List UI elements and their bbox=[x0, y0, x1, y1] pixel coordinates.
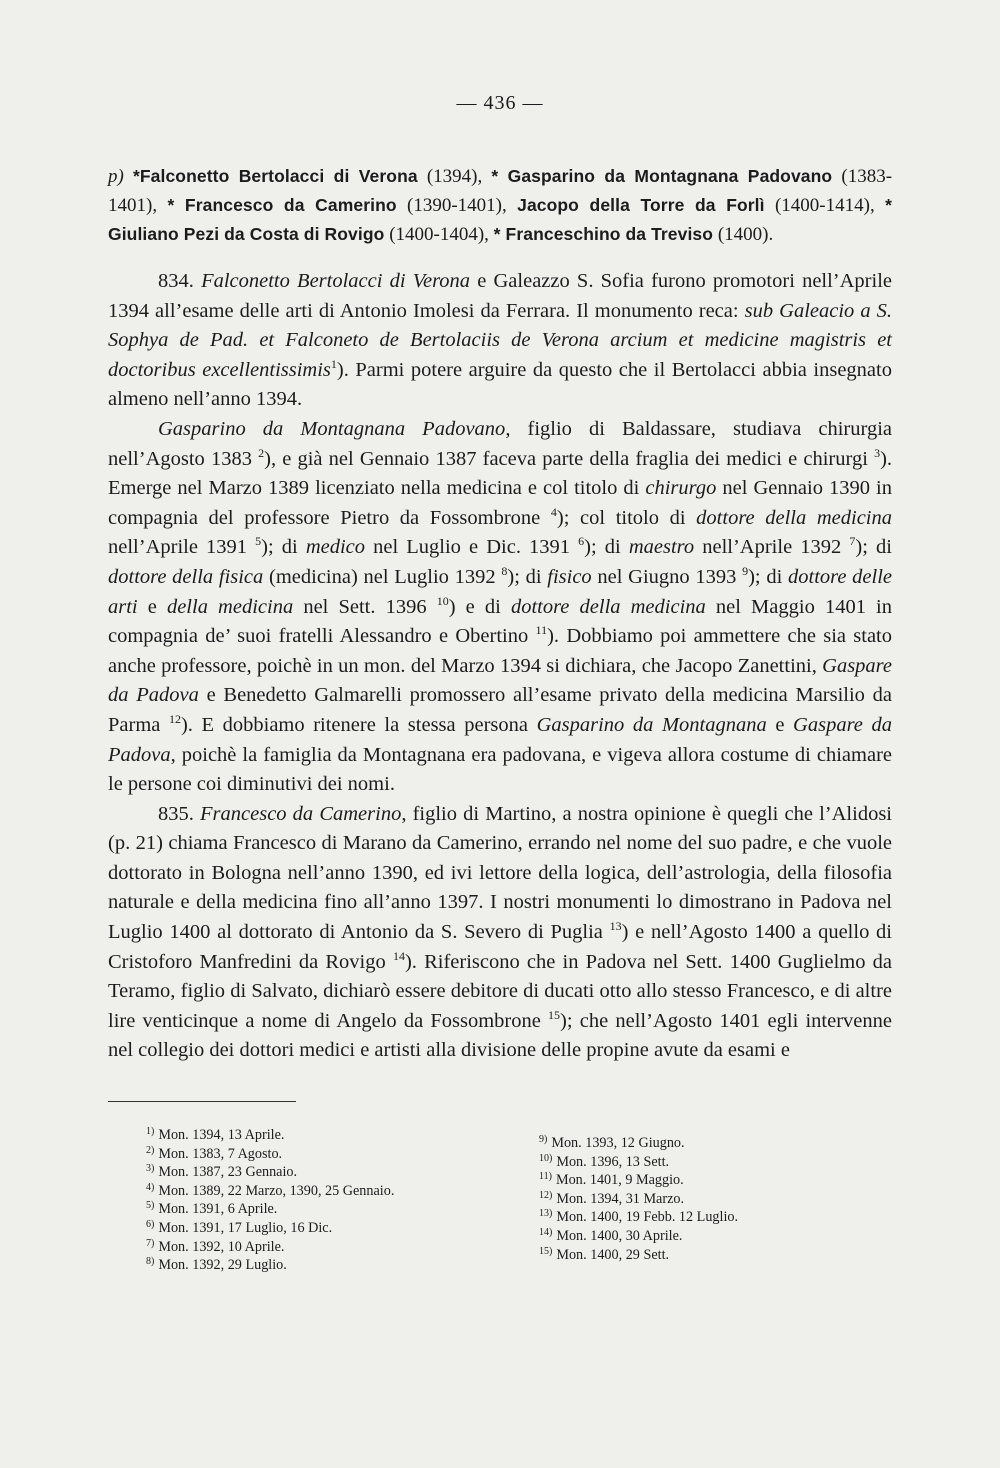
heading-text: (1390-1401), bbox=[396, 195, 518, 216]
footnote-number: 15) bbox=[539, 1245, 553, 1257]
italic-text: fisico bbox=[547, 565, 592, 588]
footnote-ref-number: 3 bbox=[874, 445, 881, 460]
text-run: , e già nel Gennaio 1387 faceva parte della fraglia dei medici e chirurgi bbox=[270, 447, 875, 470]
heading-name: * Giuliano Pezi da Costa di Rovigo bbox=[108, 195, 892, 244]
footnotes-left bbox=[146, 1126, 394, 1275]
footnote-ref-number: 2 bbox=[258, 445, 265, 460]
footnote-ref-paren: ) bbox=[880, 447, 887, 470]
footnote-ref-paren: ) bbox=[507, 565, 515, 588]
text-run: e bbox=[766, 713, 794, 736]
footnote-number: 5) bbox=[146, 1200, 155, 1212]
footnote-ref bbox=[742, 563, 755, 588]
text-run: ; di bbox=[590, 536, 629, 559]
footnote-number: 6) bbox=[146, 1218, 155, 1230]
text-run: (medicina) nel Luglio 1392 bbox=[263, 565, 502, 588]
italic-text: medico bbox=[305, 536, 366, 559]
text-run: nel Luglio e Dic. 1391 bbox=[365, 536, 579, 559]
footnote-ref-number: 10 bbox=[436, 593, 449, 608]
text-run: nell’Aprile 1391 bbox=[108, 536, 256, 559]
footnote-ref-number: 6 bbox=[578, 534, 585, 549]
footnote bbox=[146, 1219, 394, 1238]
text-run: nel Gennaio 1390 in compagnia del professore Pietro da Fossombrone bbox=[108, 477, 892, 529]
footnote-ref bbox=[436, 593, 456, 618]
italic-text: Gaspare da Padova bbox=[108, 654, 892, 707]
paragraph bbox=[108, 800, 892, 1066]
heading-text: (1400-1414), bbox=[764, 195, 886, 216]
footnote-ref bbox=[849, 536, 862, 558]
heading-text: (1400-1404), bbox=[384, 224, 494, 245]
footnote-ref bbox=[392, 948, 412, 973]
footnote-ref-paren: ) bbox=[748, 565, 755, 588]
text-run: e bbox=[137, 595, 167, 618]
heading-name: * Gasparino da Montagnana Padovano bbox=[491, 166, 833, 186]
footnote-ref-number: 15 bbox=[548, 1007, 561, 1022]
footnote-text: Mon. 1400, 29 Sett. bbox=[556, 1246, 670, 1263]
text-run: nell’Aprile 1392 bbox=[694, 536, 850, 559]
footnote bbox=[146, 1163, 394, 1182]
footnote-text: Mon. 1387, 23 Gennaio. bbox=[158, 1164, 298, 1181]
italic-text: Gasparino da Montagnana Padovano bbox=[158, 417, 506, 440]
footnote-ref bbox=[548, 1007, 567, 1032]
body-text bbox=[108, 162, 892, 1066]
footnote-text: Mon. 1383, 7 Agosto. bbox=[158, 1145, 283, 1162]
italic-text: dottore della medicina bbox=[510, 595, 706, 618]
footnote-ref-paren: ) bbox=[855, 536, 863, 559]
footnote-ref bbox=[501, 563, 515, 588]
footnote-number: 9) bbox=[539, 1134, 548, 1145]
footnote-ref-paren: ) bbox=[556, 506, 564, 529]
footnote-ref-paren: ) bbox=[404, 950, 412, 973]
footnote bbox=[146, 1182, 394, 1201]
text-run: . Riferiscono che in Padova nel Sett. 1400 Guglielmo da Teramo, figlio di Salvato, dichiarò essere debitore di ducati otto allo stesso Francesco, e di altre lire venticinque a nome di Angelo da Fossombrone bbox=[108, 950, 892, 1032]
footnote-number: 14) bbox=[539, 1226, 553, 1238]
footnote-text: Mon. 1394, 13 Aprile. bbox=[158, 1127, 285, 1143]
footnote-number: 7) bbox=[146, 1237, 155, 1249]
footnote-ref bbox=[330, 356, 344, 381]
footnote bbox=[539, 1208, 738, 1227]
footnote-ref bbox=[258, 445, 271, 470]
footnote-number: 1) bbox=[146, 1126, 155, 1137]
footnote bbox=[539, 1246, 738, 1265]
text-run: nel Maggio 1401 in compagnia de’ suoi fratelli Alessandro e Obertino bbox=[108, 595, 893, 648]
text-run: ; di bbox=[754, 565, 788, 588]
text-run: ; di bbox=[862, 536, 892, 559]
footnote-text: Mon. 1391, 17 Luglio, 16 Dic. bbox=[158, 1219, 333, 1236]
text-run: e Benedetto Galmarelli promossero all’esame privato della medicina Marsilio da Parma bbox=[108, 684, 893, 736]
italic-text: sub Galeacio a S. Sophya de Pad. et Falconeto de Bertolaciis de Verona arcium et medicine magistris et doctoribus excellentissimis bbox=[108, 299, 892, 381]
footnote-ref bbox=[255, 536, 268, 558]
footnote-ref-paren: ) bbox=[621, 921, 629, 944]
footnote-text: Mon. 1392, 10 Aprile. bbox=[158, 1238, 285, 1255]
text-run: 835. bbox=[158, 802, 201, 825]
footnote-ref-number: 14 bbox=[392, 948, 405, 963]
footnote-text: Mon. 1396, 13 Sett. bbox=[556, 1153, 670, 1170]
footnote-text: Mon. 1389, 22 Marzo, 1390, 25 Gennaio. bbox=[158, 1182, 395, 1199]
heading-text: (1400). bbox=[713, 224, 774, 245]
footnote-ref-paren: ) bbox=[261, 536, 268, 559]
footnote-number: 4) bbox=[146, 1181, 155, 1193]
footnote-ref bbox=[578, 536, 591, 558]
heading-name: * Francesco da Camerino bbox=[167, 195, 397, 215]
italic-text: Gasparino da Montagnana bbox=[536, 713, 767, 736]
heading-name: * Franceschino da Treviso bbox=[493, 224, 714, 244]
footnote-text: Mon. 1401, 9 Maggio. bbox=[555, 1172, 684, 1189]
footnote-ref-number: 1 bbox=[330, 356, 337, 371]
heading-name: *Falconetto Bertolacci di Verona bbox=[132, 166, 418, 186]
heading-text: (1394), bbox=[417, 166, 492, 187]
text-run: nel Giugno 1393 bbox=[591, 565, 743, 588]
italic-text: Francesco da Camerino bbox=[200, 802, 402, 825]
text-run: . E dobbiamo ritenere la stessa persona bbox=[187, 713, 537, 736]
footnote-ref-paren: ) bbox=[584, 536, 591, 559]
italic-text: dottore della medicina bbox=[696, 506, 893, 529]
paragraph bbox=[108, 415, 892, 800]
italic-text: Falconetto Bertolacci di Verona bbox=[201, 270, 471, 292]
footnote bbox=[146, 1256, 394, 1275]
heading-text: (1383-1401), bbox=[108, 166, 893, 216]
footnotes-right bbox=[539, 1134, 738, 1264]
footnote-text: Mon. 1391, 6 Aprile. bbox=[158, 1201, 278, 1218]
footnote-number: 10) bbox=[539, 1152, 553, 1164]
footnote-text: Mon. 1394, 31 Marzo. bbox=[556, 1190, 685, 1207]
footnote-text: Mon. 1400, 30 Aprile. bbox=[556, 1227, 683, 1244]
text-run: . Dobbiamo poi ammettere che sia stato anche professore, poichè in un mon. del Marzo 1394 si dichiara, che Jacopo Zanettini, bbox=[108, 625, 892, 677]
text-run: ; di bbox=[267, 536, 306, 559]
footnote-ref-number: 13 bbox=[609, 919, 622, 934]
footnote bbox=[146, 1145, 394, 1164]
footnote-number: 2) bbox=[146, 1144, 155, 1156]
footnote bbox=[146, 1238, 394, 1257]
paragraph bbox=[108, 267, 892, 415]
footnote-ref bbox=[550, 504, 564, 529]
text-run: . Parmi potere arguire da questo che il Bertolacci abbia insegnato almeno nell’anno 1394. bbox=[108, 358, 892, 411]
text-run: , figlio di Baldassare, studiava chirurgia nell’Agosto 1383 bbox=[108, 417, 892, 470]
text-run: , figlio di Martino, a nostra opinione è quegli che l’Alidosi (p. 21) chiama Francesco di Marano da Camerino, errando nel nome del suo padre, e che vuole dottorato in Bologna nell’anno 1390, ed ivi lettore della logica, dell’astrologia, della filosofia naturale e della medicina fino all’anno 1397. I nostri monumenti lo dimostrano in Padova nel Luglio 1400 al dottorato di Antonio da S. Severo di Puglia bbox=[108, 802, 892, 944]
italic-text: dottore della fisica bbox=[108, 565, 264, 588]
footnote-number: 3) bbox=[146, 1163, 155, 1175]
footnote-ref bbox=[536, 625, 554, 647]
footnote bbox=[146, 1200, 394, 1219]
text-run: e nell’Agosto 1400 a quello di Cristoforo Manfredini da Rovigo bbox=[108, 921, 892, 973]
footnote bbox=[146, 1126, 394, 1145]
footnote-ref-number: 9 bbox=[742, 563, 749, 578]
italic-text: dottore delle arti bbox=[108, 565, 893, 618]
footnote-ref-number: 11 bbox=[535, 623, 548, 638]
footnote-ref-number: 12 bbox=[168, 711, 181, 726]
italic-text: della medicina bbox=[166, 595, 294, 618]
italic-text: maestro bbox=[628, 536, 695, 559]
text-run: ; col titolo di bbox=[563, 506, 697, 529]
heading-name: Jacopo della Torre da Forlì bbox=[517, 195, 765, 215]
footnote-number: 8) bbox=[146, 1256, 155, 1268]
text-run: 834. bbox=[158, 270, 202, 292]
footnote-ref-paren: ) bbox=[547, 625, 554, 648]
paragraphs bbox=[108, 267, 892, 1066]
text-run: e Galeazzo S. Sofia furono promotori nell’Aprile 1394 all’esame delle arti di Antonio Imolesi da Ferrara. Il monumento reca: bbox=[108, 270, 893, 322]
section-heading bbox=[108, 162, 892, 249]
footnote-ref-paren: ) bbox=[336, 358, 344, 381]
text-run: . Emerge nel Marzo 1389 licenziato nella medicina e col titolo di bbox=[108, 447, 893, 500]
text-run: e di bbox=[455, 595, 511, 618]
footnote bbox=[539, 1190, 738, 1209]
footnote-rule bbox=[108, 1101, 296, 1102]
footnote bbox=[539, 1227, 738, 1246]
text-run: ; che nell’Agosto 1401 egli intervenne nel collegio dei dottori medici e artisti alla divisione delle propine avute da esami e bbox=[108, 1009, 892, 1062]
footnote-ref-number: 7 bbox=[849, 534, 856, 549]
footnote-text: Mon. 1392, 29 Luglio. bbox=[158, 1257, 287, 1274]
footnote-ref-paren: ) bbox=[560, 1009, 567, 1032]
footnote-ref-paren: ) bbox=[180, 713, 188, 736]
footnote-ref-number: 5 bbox=[255, 534, 262, 549]
section-marker: p) bbox=[108, 166, 124, 187]
footnote bbox=[539, 1134, 738, 1153]
footnote-number: 11) bbox=[539, 1171, 552, 1183]
page-number: — 436 — bbox=[456, 92, 544, 114]
footnote bbox=[539, 1171, 738, 1190]
italic-text: Gaspare da Padova bbox=[108, 713, 892, 766]
footnote-ref-number: 8 bbox=[501, 563, 508, 578]
footnote-ref-paren: ) bbox=[448, 595, 456, 618]
footnote-ref bbox=[168, 711, 188, 736]
footnote bbox=[539, 1153, 738, 1172]
footnote-ref bbox=[610, 921, 629, 943]
footnote-ref-paren: ) bbox=[264, 447, 271, 470]
heading-runs bbox=[108, 166, 892, 245]
footnote-text: Mon. 1393, 12 Giugno. bbox=[551, 1135, 685, 1151]
text-run: , poichè la famiglia da Montagnana era padovana, e vigeva allora costume di chiamare le persone coi diminutivi dei nomi. bbox=[108, 743, 892, 796]
footnote-ref-number: 4 bbox=[550, 504, 557, 519]
footnote-number: 13) bbox=[539, 1208, 553, 1220]
footnote-ref bbox=[874, 445, 887, 470]
footnote-number: 12) bbox=[539, 1189, 553, 1201]
italic-text: chirurgo bbox=[645, 477, 717, 500]
footnote-text: Mon. 1400, 19 Febb. 12 Luglio. bbox=[556, 1209, 739, 1226]
text-run: nel Sett. 1396 bbox=[293, 595, 437, 618]
text-run: ; di bbox=[514, 565, 548, 588]
